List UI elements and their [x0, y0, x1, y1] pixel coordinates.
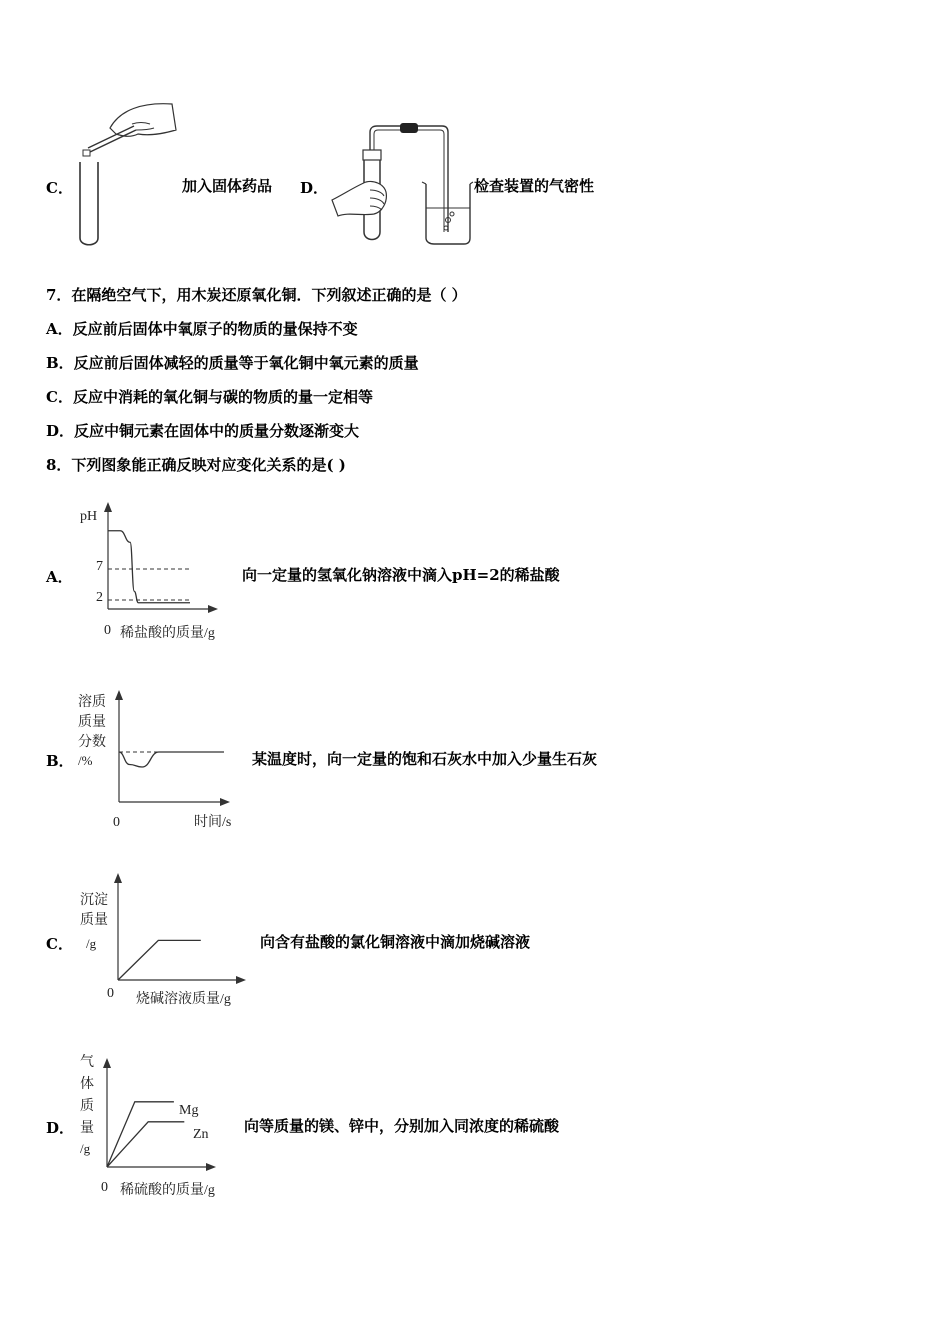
chart-c-ylabel-1: 沉淀 [80, 893, 108, 908]
chart-c-origin: 0 [107, 986, 114, 1001]
chart-d-ylabel-4: 量 [80, 1121, 94, 1136]
chart-a-ytick-2: 2 [96, 590, 103, 605]
q7-option-a: A．反应前后固体中氧原子的物质的量保持不变 [46, 320, 358, 338]
chart-c-xlabel: 烧碱溶液质量/g [136, 992, 231, 1007]
chart-a-ylabel: pH [80, 509, 98, 524]
chart-b-ylabel-2: 质量 [78, 715, 106, 730]
chart-d-origin: 0 [101, 1180, 108, 1195]
q8-option-a-label: A． [46, 568, 73, 586]
chart-d-ylabel-3: 质 [80, 1099, 94, 1114]
chart-b-ylabel-1: 溶质 [78, 695, 106, 710]
chart-a-xlabel: 稀盐酸的质量/g [120, 626, 215, 641]
chart-b-origin: 0 [113, 815, 120, 830]
q6-option-d-label: D． [300, 179, 329, 197]
chart-c-ylabel-3: /g [86, 936, 97, 951]
q7-option-d: D．反应中铜元素在固体中的质量分数逐渐变大 [46, 422, 360, 440]
chart-d-ylabel-1: 气 [80, 1055, 94, 1070]
q8-option-a-text: 向一定量的氢氧化钠溶液中滴入pH=2的稀盐酸 [242, 566, 560, 584]
q8-option-d-text: 向等质量的镁、锌中，分别加入同浓度的稀硫酸 [244, 1117, 560, 1135]
q7-stem: 7．在隔绝空气下，用木炭还原氧化铜．下列叙述正确的是（ ） [46, 286, 467, 304]
chart-d-legend-mg: Mg [179, 1103, 199, 1118]
chart-d-xlabel: 稀硫酸的质量/g [120, 1183, 215, 1198]
chart-b-ylabel-3: 分数 [78, 735, 106, 750]
q8-option-b-label: B． [46, 752, 74, 770]
q6-option-c-label: C． [46, 179, 73, 197]
chart-d-ylabel-5: /g [80, 1141, 91, 1156]
chart-b-ylabel-4: /% [78, 753, 93, 768]
chart-a-origin: 0 [104, 623, 111, 638]
q8-option-c-label: C． [46, 935, 73, 953]
q7-option-b: B．反应前后固体减轻的质量等于氧化铜中氧元素的质量 [46, 354, 419, 372]
chart-d-curve-mg [107, 1102, 174, 1167]
chart-c-ylabel-2: 质量 [80, 913, 108, 928]
q8-option-c-text: 向含有盐酸的氯化铜溶液中滴加烧碱溶液 [260, 933, 531, 951]
chart-b-xlabel: 时间/s [194, 815, 232, 830]
chart-d-curve-zn [107, 1122, 184, 1167]
q8-stem: 8．下列图象能正确反映对应变化关系的是( ) [46, 456, 346, 474]
chart-d-ylabel-2: 体 [80, 1077, 94, 1092]
q8-option-b-text: 某温度时，向一定量的饱和石灰水中加入少量生石灰 [252, 750, 598, 768]
chart-d-legend-zn: Zn [193, 1127, 209, 1142]
chart-a-ytick-7: 7 [96, 559, 103, 574]
q7-option-c: C．反应中消耗的氧化铜与碳的物质的量一定相等 [46, 388, 373, 406]
q6-option-d-text: 检查装置的气密性 [474, 177, 595, 195]
q6-option-c-text: 加入固体药品 [182, 177, 273, 195]
q8-option-d-label: D． [46, 1119, 75, 1137]
